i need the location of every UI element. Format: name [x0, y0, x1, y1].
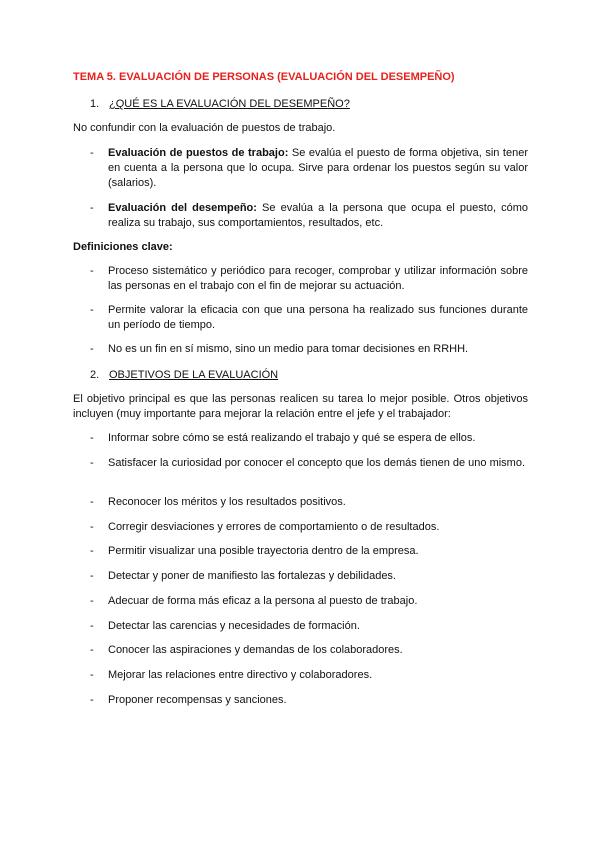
- bullet-dash: -: [90, 545, 94, 557]
- bullet-text: No es un fin en sí mismo, sino un medio para tomar decisiones en RRHH.: [108, 343, 469, 355]
- bullet-term: Evaluación de puestos de trabajo:: [108, 147, 289, 159]
- list-item: [90, 431, 528, 446]
- bullet-dash: -: [90, 304, 94, 316]
- bullet-dash: -: [90, 644, 94, 656]
- bullet-dash: -: [90, 202, 94, 214]
- document-title: TEMA 5. EVALUACIÓN DE PERSONAS (EVALUACIÓN DEL DESEMPEÑO): [73, 71, 455, 83]
- bullet-text: Reconocer los méritos y los resultados positivos.: [108, 496, 346, 508]
- bullet-dash: -: [90, 669, 94, 681]
- list-item: [90, 643, 528, 658]
- bullet-dash: -: [90, 694, 94, 706]
- bullet-text: Informar sobre cómo se está realizando el trabajo y qué se espera de ellos.: [108, 432, 476, 444]
- list-item: [90, 619, 528, 634]
- section-1-title: ¿QUÉ ES LA EVALUACIÓN DEL DESEMPEÑO?: [109, 98, 350, 110]
- bullet-text: Conocer las aspiraciones y demandas de los colaboradores.: [108, 644, 403, 656]
- bullet-text: Se evalúa el puesto de forma objetiva, sin tener en cuenta a la persona que lo ocupa. Sirve para ordenar los puestos según su valor (salarios).: [108, 147, 528, 189]
- list-item: [90, 668, 528, 683]
- bullet-text: Se evalúa a la persona que ocupa el puesto, cómo realiza su trabajo, sus comportamientos, resultados, etc.: [108, 202, 529, 229]
- bullet-dash: -: [90, 265, 94, 277]
- list-item: [90, 495, 528, 510]
- bullet-text: Proponer recompensas y sanciones.: [108, 694, 287, 706]
- bullet-dash: -: [90, 595, 94, 607]
- list-item: [90, 342, 528, 357]
- bullet-dash: -: [90, 620, 94, 632]
- list-item: [90, 594, 528, 609]
- bullet-text: Adecuar de forma más eficaz a la persona al puesto de trabajo.: [108, 595, 418, 607]
- section-2-heading: [90, 368, 550, 383]
- list-item: [90, 693, 528, 708]
- bullet-text: Corregir desviaciones y errores de comportamiento o de resultados.: [108, 521, 440, 533]
- list-item: [90, 456, 528, 471]
- bullet-text: Permitir visualizar una posible trayectoria dentro de la empresa.: [108, 545, 419, 557]
- bullet-dash: -: [90, 457, 94, 469]
- section-2-title: OBJETIVOS DE LA EVALUACIÓN: [109, 369, 279, 381]
- bullet-term: Evaluación del desempeño:: [108, 202, 257, 214]
- section-2-intro: El objetivo principal es que las personas realicen su tarea lo mejor posible. Otros objetivos incluyen (muy importante para mejorar la relación entre el jefe y el trabajador:: [73, 393, 528, 420]
- bullet-text: Proceso sistemático y periódico para recoger, comprobar y utilizar información sobre las personas en el trabajo con el fin de mejorar su actuación.: [108, 265, 528, 292]
- bullet-dash: -: [90, 343, 94, 355]
- bullet-text: Permite valorar la eficacia con que una persona ha realizado sus funciones durante un período de tiempo.: [108, 304, 528, 331]
- bullet-dash: -: [90, 496, 94, 508]
- list-item: [90, 544, 528, 559]
- list-item: [90, 264, 528, 294]
- list-item: [90, 569, 528, 584]
- bullet-text: Detectar las carencias y necesidades de formación.: [108, 620, 360, 632]
- list-item: [90, 520, 528, 535]
- bullet-dash: -: [90, 432, 94, 444]
- bullet-dash: -: [90, 521, 94, 533]
- section-2-number: 2.: [90, 369, 100, 381]
- list-item: [90, 303, 528, 333]
- section-1-intro: No confundir con la evaluación de puestos de trabajo.: [73, 122, 336, 134]
- definitions-label: Definiciones clave:: [73, 241, 173, 253]
- bullet-dash: -: [90, 147, 94, 159]
- section-1-number: 1.: [90, 98, 100, 110]
- bullet-dash: -: [90, 570, 94, 582]
- list-item: [90, 146, 528, 191]
- bullet-text: Satisfacer la curiosidad por conocer el concepto que los demás tienen de uno mismo.: [108, 457, 526, 469]
- section-1-heading: [90, 97, 550, 112]
- bullet-text: Detectar y poner de manifiesto las fortalezas y debilidades.: [108, 570, 396, 582]
- bullet-text: Mejorar las relaciones entre directivo y colaboradores.: [108, 669, 373, 681]
- list-item: [90, 201, 528, 231]
